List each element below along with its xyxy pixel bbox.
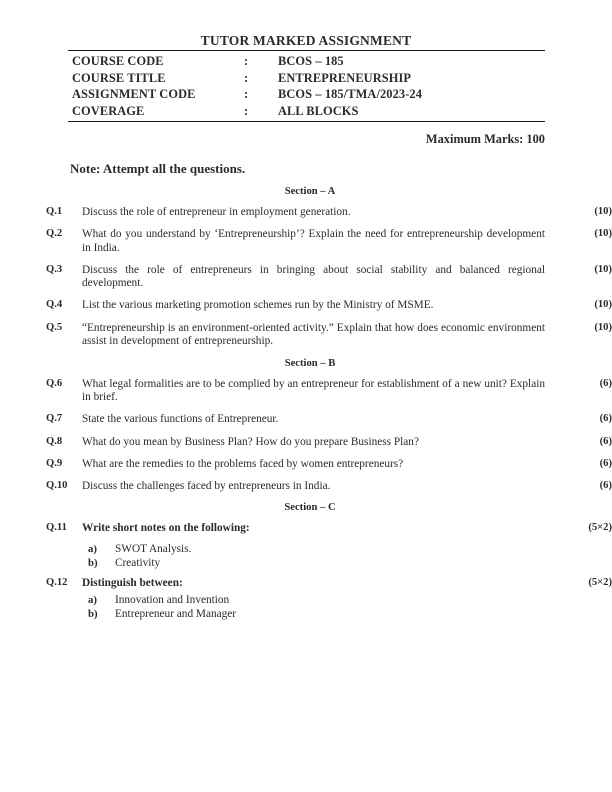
- question-text: Distinguish between:: [82, 576, 183, 589]
- question-number: Q.12: [46, 576, 68, 588]
- question-subitem: [82, 542, 545, 557]
- question-number: Q.9: [46, 457, 63, 469]
- question-row: [0, 206, 612, 220]
- question-number: Q.11: [46, 522, 67, 534]
- question-marks: (10): [594, 263, 612, 275]
- meta-colon: :: [244, 54, 249, 68]
- question-subitem-list: [82, 542, 545, 571]
- section-heading: Section – A: [284, 186, 336, 197]
- question-row: [0, 378, 612, 405]
- question-row: [0, 322, 612, 349]
- question-text: State the various functions of Entrepreneur.: [82, 413, 279, 426]
- instructions-note: Note: Attempt all the questions.: [70, 161, 246, 176]
- question-number: Q.4: [46, 299, 63, 311]
- question-marks: (6): [599, 479, 612, 491]
- question-number: Q.2: [46, 228, 63, 240]
- question-number: Q.1: [46, 206, 63, 217]
- meta-value: BCOS – 185: [278, 54, 344, 68]
- subitem-text: SWOT Analysis.: [115, 542, 192, 555]
- subitem-text: Innovation and Invention: [115, 593, 230, 606]
- question-number: Q.10: [46, 479, 68, 491]
- question-row: [0, 577, 612, 622]
- question-row: [0, 522, 612, 571]
- meta-colon: :: [244, 103, 249, 118]
- question-text: Discuss the role of entrepreneur in employment generation.: [82, 206, 351, 218]
- meta-value: ENTREPRENEURSHIP: [278, 70, 412, 85]
- question-text: What legal formalities are to be complied by an entrepreneur for establishment of a new unit? Explain in brief.: [82, 377, 545, 404]
- meta-label: COURSE TITLE: [72, 70, 166, 85]
- question-marks: (6): [599, 457, 612, 469]
- question-text: What do you mean by Business Plan? How do you prepare Business Plan?: [82, 435, 419, 448]
- question-number: Q.6: [46, 377, 63, 389]
- section-heading: Section – C: [284, 502, 336, 514]
- meta-label: COVERAGE: [72, 103, 145, 118]
- subitem-label: a): [88, 593, 97, 606]
- subitem-label: b): [88, 608, 98, 620]
- question-number: Q.3: [46, 263, 63, 275]
- questions-container: [0, 186, 612, 628]
- question-subitem: [82, 607, 545, 622]
- course-meta-block: [68, 50, 545, 122]
- question-marks: (6): [599, 413, 612, 425]
- question-text: “Entrepreneurship is an environment-oriented activity.” Explain that how does economic environment assist in development of entrepreneurship.: [82, 321, 545, 348]
- question-marks: (10): [594, 321, 612, 333]
- section-heading: Section – B: [284, 357, 336, 369]
- question-marks: (10): [594, 206, 612, 217]
- subitem-label: a): [88, 542, 97, 555]
- meta-row: [68, 86, 545, 103]
- question-number: Q.8: [46, 435, 63, 447]
- question-marks: (5×2): [588, 522, 612, 534]
- question-number: Q.7: [46, 413, 63, 425]
- question-row: [0, 264, 612, 291]
- meta-colon: :: [244, 70, 249, 85]
- meta-value: ALL BLOCKS: [278, 103, 359, 118]
- question-subitem-list: [82, 593, 545, 622]
- page-title: TUTOR MARKED ASSIGNMENT: [200, 33, 412, 48]
- question-row: [0, 299, 612, 313]
- question-row: [0, 480, 612, 494]
- question-row: [0, 413, 612, 427]
- meta-row: [68, 103, 545, 120]
- question-marks: (10): [594, 299, 612, 311]
- meta-label: COURSE CODE: [72, 54, 164, 68]
- subitem-text: Entrepreneur and Manager: [115, 608, 237, 620]
- question-text: Write short notes on the following:: [82, 522, 250, 535]
- question-subitem: [82, 556, 545, 571]
- meta-label: ASSIGNMENT CODE: [72, 87, 196, 102]
- question-marks: (5×2): [588, 576, 612, 588]
- question-row: [0, 458, 612, 472]
- question-text: List the various marketing promotion schemes run by the Ministry of MSME.: [82, 299, 434, 312]
- question-row: [0, 436, 612, 450]
- maximum-marks: Maximum Marks: 100: [425, 132, 545, 146]
- question-text: Discuss the challenges faced by entrepreneurs in India.: [82, 479, 331, 492]
- subitem-text: Creativity: [115, 557, 161, 570]
- question-text: What do you understand by ‘Entrepreneurship’? Explain the need for entrepreneurship development in India.: [82, 228, 545, 254]
- question-row: [0, 228, 612, 255]
- question-marks: (6): [599, 435, 612, 447]
- question-number: Q.5: [46, 321, 63, 333]
- question-text: What are the remedies to the problems faced by women entrepreneurs?: [82, 457, 404, 470]
- question-text: Discuss the role of entrepreneurs in bringing about social stability and balanced regional development.: [82, 263, 545, 290]
- question-marks: (6): [599, 377, 612, 389]
- question-subitem: [82, 593, 545, 608]
- subitem-label: b): [88, 557, 98, 570]
- meta-colon: :: [244, 87, 249, 102]
- meta-row: [68, 53, 545, 70]
- question-marks: (10): [594, 228, 612, 240]
- meta-row: [68, 70, 545, 87]
- meta-value: BCOS – 185/TMA/2023-24: [278, 87, 423, 102]
